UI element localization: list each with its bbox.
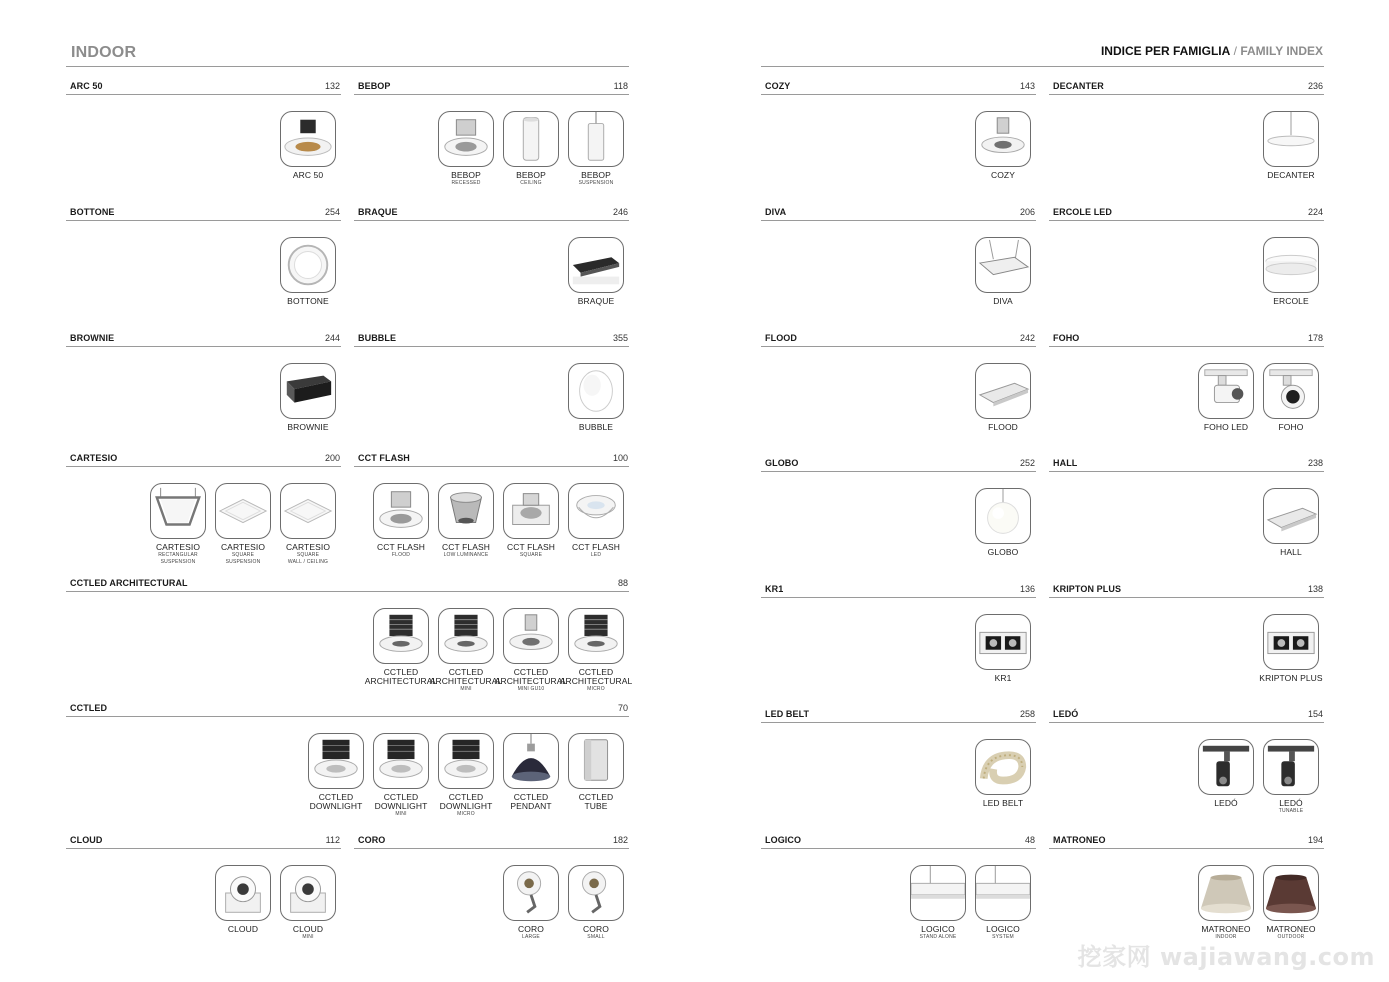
section-led-	[1049, 707, 1324, 829]
product-sublabel: LOW LUMINANCE	[443, 552, 489, 558]
track-spot-dark-icon	[1263, 363, 1319, 419]
product-label: BOTTONE	[287, 296, 329, 306]
section-header	[66, 701, 629, 717]
section-cartesio	[66, 451, 341, 573]
section-page-number: 70	[617, 703, 628, 713]
heatsink-icon	[438, 608, 494, 664]
section-name: ARC 50	[70, 81, 103, 91]
downlight-icon	[308, 733, 364, 789]
product-sublabel: MINI	[302, 934, 314, 940]
section-arc-50	[66, 79, 341, 201]
rect-suspension-icon	[150, 483, 206, 539]
spot-arm-icon	[503, 865, 559, 921]
recessed-gu10-icon	[975, 111, 1031, 167]
product-label: CARTESIO SQUARE WALL / CEILING	[269, 543, 347, 566]
section-bottone	[66, 205, 341, 327]
product-sublabel: INDOOR	[1215, 934, 1237, 940]
section-header	[354, 205, 629, 221]
track-spot-icon	[1198, 363, 1254, 419]
section-kr1	[761, 582, 1036, 704]
product-label: CCT FLASH FLOOD	[362, 543, 440, 559]
product-label: MATRONEO INDOOR	[1187, 925, 1265, 941]
product-label: KR1	[994, 673, 1012, 683]
product-label: CCTLED TUBE	[578, 792, 614, 811]
section-page-number: 118	[613, 81, 628, 91]
product-sublabel: SUSPENSION	[578, 180, 614, 186]
section-name: CCTLED	[70, 703, 108, 713]
page-title-right	[1101, 44, 1323, 58]
recessed-led-icon	[568, 483, 624, 539]
title-sub: FAMILY INDEX	[1240, 44, 1323, 58]
section-name: FLOOD	[765, 333, 797, 343]
section-page-number: 206	[1019, 207, 1035, 217]
section-name: BRAQUE	[358, 207, 398, 217]
product-label: DIVA	[993, 296, 1013, 306]
product-label: BROWNIE	[287, 422, 329, 432]
section-page-number: 224	[1307, 207, 1323, 217]
twin-square-icon	[1263, 614, 1319, 670]
product-label: COZY	[990, 170, 1015, 180]
section-name: CCTLED ARCHITECTURAL	[70, 578, 188, 588]
product-label: LOGICO STAND ALONE	[899, 925, 977, 941]
product-sublabel: SQUARE SUSPENSION	[225, 552, 261, 565]
shade-brown-icon	[1263, 865, 1319, 921]
globe-pendant-icon	[975, 488, 1031, 544]
product-label: KRIPTON PLUS	[1259, 673, 1323, 683]
section-name: LED BELT	[765, 709, 810, 719]
recessed-cup-icon	[438, 111, 494, 167]
section-header	[1049, 582, 1324, 598]
product-label: CARTESIO RECTANGULAR SUSPENSION	[139, 543, 217, 566]
section-page-number: 136	[1019, 584, 1035, 594]
linear-profile-icon	[975, 865, 1031, 921]
section-header	[66, 576, 629, 592]
section-header	[1049, 833, 1324, 849]
section-header	[761, 833, 1036, 849]
section-header	[1049, 205, 1324, 221]
gimbal-icon	[215, 865, 271, 921]
downlight-icon	[438, 733, 494, 789]
section-header	[1049, 456, 1324, 472]
product-label: CCT FLASH LOW LUMINANCE	[427, 543, 505, 559]
product-sublabel: SMALL	[587, 934, 605, 940]
product-label: ERCOLE	[1273, 296, 1309, 306]
product-label: MATRONEO OUTDOOR	[1252, 925, 1330, 941]
product-label: CCTLED ARCHITECTURAL MINI	[427, 668, 505, 693]
section-name: CORO	[358, 835, 386, 845]
tube-icon	[568, 733, 624, 789]
section-header	[354, 79, 629, 95]
product-sublabel: MINI	[460, 686, 472, 692]
product-sublabel: MICRO	[587, 686, 605, 692]
section-page-number: 355	[612, 333, 628, 343]
section-page-number: 143	[1019, 81, 1035, 91]
heatsink-icon	[568, 608, 624, 664]
section-page-number: 112	[325, 835, 340, 845]
flat-panel-icon	[280, 483, 336, 539]
section-hall	[1049, 456, 1324, 578]
section-name: GLOBO	[765, 458, 799, 468]
section-foho	[1049, 331, 1324, 453]
section-header	[66, 79, 341, 95]
section-decanter	[1049, 79, 1324, 201]
section-name: CLOUD	[70, 835, 103, 845]
product-sublabel: SYSTEM	[992, 934, 1014, 940]
product-sublabel: STAND ALONE	[919, 934, 957, 940]
pendant-cylinder-icon	[568, 111, 624, 167]
wall-wash-icon	[1263, 488, 1319, 544]
product-label: CORO SMALL	[557, 925, 635, 941]
page-title-left: INDOOR	[71, 44, 137, 61]
section-name: BROWNIE	[70, 333, 115, 343]
section-cozy	[761, 79, 1036, 201]
product-label: CARTESIO SQUARE SUSPENSION	[204, 543, 282, 566]
title-rule-right	[761, 66, 1324, 67]
section-cloud	[66, 833, 341, 955]
section-page-number: 100	[612, 453, 628, 463]
section-header	[66, 833, 341, 849]
section-page-number: 138	[1307, 584, 1323, 594]
product-sublabel: MINI	[395, 811, 407, 817]
section-cctled	[66, 701, 629, 823]
section-name: LOGICO	[765, 835, 802, 845]
section-header	[66, 331, 341, 347]
oval-icon	[568, 363, 624, 419]
section-page-number: 154	[1307, 709, 1323, 719]
product-sublabel: RECTANGULAR SUSPENSION	[158, 552, 198, 565]
product-label: LOGICO SYSTEM	[964, 925, 1042, 941]
linear-pendant-icon	[975, 237, 1031, 293]
section-diva	[761, 205, 1036, 327]
section-page-number: 178	[1307, 333, 1323, 343]
section-name: BOTTONE	[70, 207, 115, 217]
product-label: HALL	[1280, 547, 1302, 557]
product-label: FOHO LED	[1203, 422, 1249, 432]
section-page-number: 200	[324, 453, 340, 463]
product-label: CCT FLASH SQUARE	[492, 543, 570, 559]
product-label: BEBOP RECESSED	[427, 171, 505, 187]
section-coro	[354, 833, 629, 955]
section-name: COZY	[765, 81, 791, 91]
recessed-cup-icon	[373, 483, 429, 539]
product-sublabel: MICRO	[457, 811, 475, 817]
section-bebop	[354, 79, 629, 201]
section-page-number: 48	[1024, 835, 1035, 845]
round-panel-icon	[1263, 237, 1319, 293]
section-globo	[761, 456, 1036, 578]
product-sublabel: OUTDOOR	[1277, 934, 1305, 940]
section-page-number: 194	[1307, 835, 1323, 845]
section-name: ERCOLE LED	[1053, 207, 1113, 217]
section-name: LEDÓ	[1053, 709, 1079, 719]
recessed-gold-icon	[280, 111, 336, 167]
section-page-number: 88	[617, 578, 628, 588]
product-sublabel: SQUARE	[519, 552, 543, 558]
product-sublabel: TUNABLE	[1278, 808, 1304, 814]
downlight-icon	[373, 733, 429, 789]
spot-arm-icon	[568, 865, 624, 921]
flat-panel-icon	[215, 483, 271, 539]
section-page-number: 236	[1307, 81, 1323, 91]
product-label: CCTLED ARCHITECTURAL MINI GU10	[492, 668, 570, 693]
section-braque	[354, 205, 629, 327]
heatsink-icon	[373, 608, 429, 664]
product-label: DECANTER	[1267, 170, 1315, 180]
dark-wall-icon	[568, 237, 624, 293]
product-sublabel: RECESSED	[451, 180, 481, 186]
section-header	[354, 833, 629, 849]
section-header	[761, 331, 1036, 347]
section-name: KRIPTON PLUS	[1053, 584, 1122, 594]
section-page-number: 254	[324, 207, 340, 217]
section-page-number: 182	[612, 835, 628, 845]
product-label: CCT FLASH LED	[557, 543, 635, 559]
section-flood	[761, 331, 1036, 453]
product-label: CCTLED DOWNLIGHT MINI	[362, 793, 440, 818]
section-header	[761, 582, 1036, 598]
section-page-number: 238	[1307, 458, 1323, 468]
section-header	[354, 451, 629, 467]
section-name: KR1	[765, 584, 784, 594]
product-label: CCTLED PENDANT	[510, 792, 552, 811]
section-page-number: 258	[1019, 709, 1035, 719]
dark-box-icon	[280, 363, 336, 419]
product-label: CCTLED DOWNLIGHT	[309, 792, 363, 811]
product-label: CORO LARGE	[492, 925, 570, 941]
product-label: LED BELT	[982, 798, 1024, 808]
linear-profile-icon	[910, 865, 966, 921]
section-name: DECANTER	[1053, 81, 1104, 91]
watermark: 挖家网 wajiawang.com	[1077, 943, 1375, 971]
product-label: CCTLED ARCHITECTURAL MICRO	[557, 668, 635, 693]
product-label: BEBOP SUSPENSION	[557, 171, 635, 187]
shade-beige-icon	[1198, 865, 1254, 921]
section-header	[761, 205, 1036, 221]
section-name: MATRONEO	[1053, 835, 1106, 845]
product-label: CLOUD	[227, 924, 259, 934]
title-separator: /	[1230, 44, 1241, 58]
section-header	[761, 456, 1036, 472]
pendant-dome-icon	[503, 733, 559, 789]
section-brownie	[66, 331, 341, 453]
pendant-disc-icon	[1263, 111, 1319, 167]
product-sublabel: CEILING	[520, 180, 542, 186]
section-kripton-plus	[1049, 582, 1324, 704]
product-label: CCTLED DOWNLIGHT MICRO	[427, 793, 505, 818]
product-sublabel: LARGE	[522, 934, 540, 940]
section-name: CCT FLASH	[358, 453, 410, 463]
section-header	[354, 331, 629, 347]
section-logico	[761, 833, 1036, 955]
section-led-belt	[761, 707, 1036, 829]
section-name: FOHO	[1053, 333, 1080, 343]
title-main: INDICE PER FAMIGLIA	[1100, 44, 1231, 58]
ring-icon	[280, 237, 336, 293]
section-page-number: 132	[324, 81, 340, 91]
product-label: CCTLED ARCHITECTURAL	[364, 667, 438, 686]
section-cctled-architectural	[66, 576, 633, 698]
product-label: FLOOD	[988, 422, 1018, 432]
twin-square-icon	[975, 614, 1031, 670]
cylinder-icon	[503, 111, 559, 167]
product-label: GLOBO	[987, 547, 1019, 557]
wall-wash-icon	[975, 363, 1031, 419]
section-page-number: 246	[612, 207, 628, 217]
product-sublabel: FLOOD	[391, 552, 411, 558]
product-label: FOHO	[1278, 422, 1304, 432]
section-name: HALL	[1053, 458, 1078, 468]
product-label: CLOUD MINI	[269, 925, 347, 941]
product-sublabel: SQUARE WALL / CEILING	[287, 552, 329, 565]
recessed-gu10-icon	[503, 608, 559, 664]
section-header	[1049, 79, 1324, 95]
recessed-deep-icon	[438, 483, 494, 539]
track-cylinder-icon	[1263, 739, 1319, 795]
section-cct-flash	[354, 451, 629, 573]
section-page-number: 242	[1019, 333, 1035, 343]
product-label: BEBOP CEILING	[492, 171, 570, 187]
led-strip-icon	[975, 739, 1031, 795]
product-label: LEDÓ TUNABLE	[1252, 799, 1330, 815]
section-header	[761, 79, 1036, 95]
section-header	[66, 451, 341, 467]
section-header	[1049, 707, 1324, 723]
product-sublabel: LED	[590, 552, 602, 558]
product-sublabel: MINI GU10	[517, 686, 545, 692]
product-label: ARC 50	[292, 170, 324, 180]
section-name: BUBBLE	[358, 333, 397, 343]
section-header	[1049, 331, 1324, 347]
product-label: BRAQUE	[577, 296, 615, 306]
section-name: BEBOP	[358, 81, 391, 91]
product-label: LEDÓ	[1214, 798, 1238, 808]
section-ercole-led	[1049, 205, 1324, 327]
section-page-number: 252	[1019, 458, 1035, 468]
section-name: CARTESIO	[70, 453, 118, 463]
section-page-number: 244	[324, 333, 340, 343]
track-cylinder-icon	[1198, 739, 1254, 795]
section-name: DIVA	[765, 207, 787, 217]
section-header	[761, 707, 1036, 723]
product-label: BUBBLE	[578, 422, 614, 432]
title-rule-left	[66, 66, 629, 67]
section-bubble	[354, 331, 629, 453]
gimbal-icon	[280, 865, 336, 921]
section-header	[66, 205, 341, 221]
recessed-square-icon	[503, 483, 559, 539]
